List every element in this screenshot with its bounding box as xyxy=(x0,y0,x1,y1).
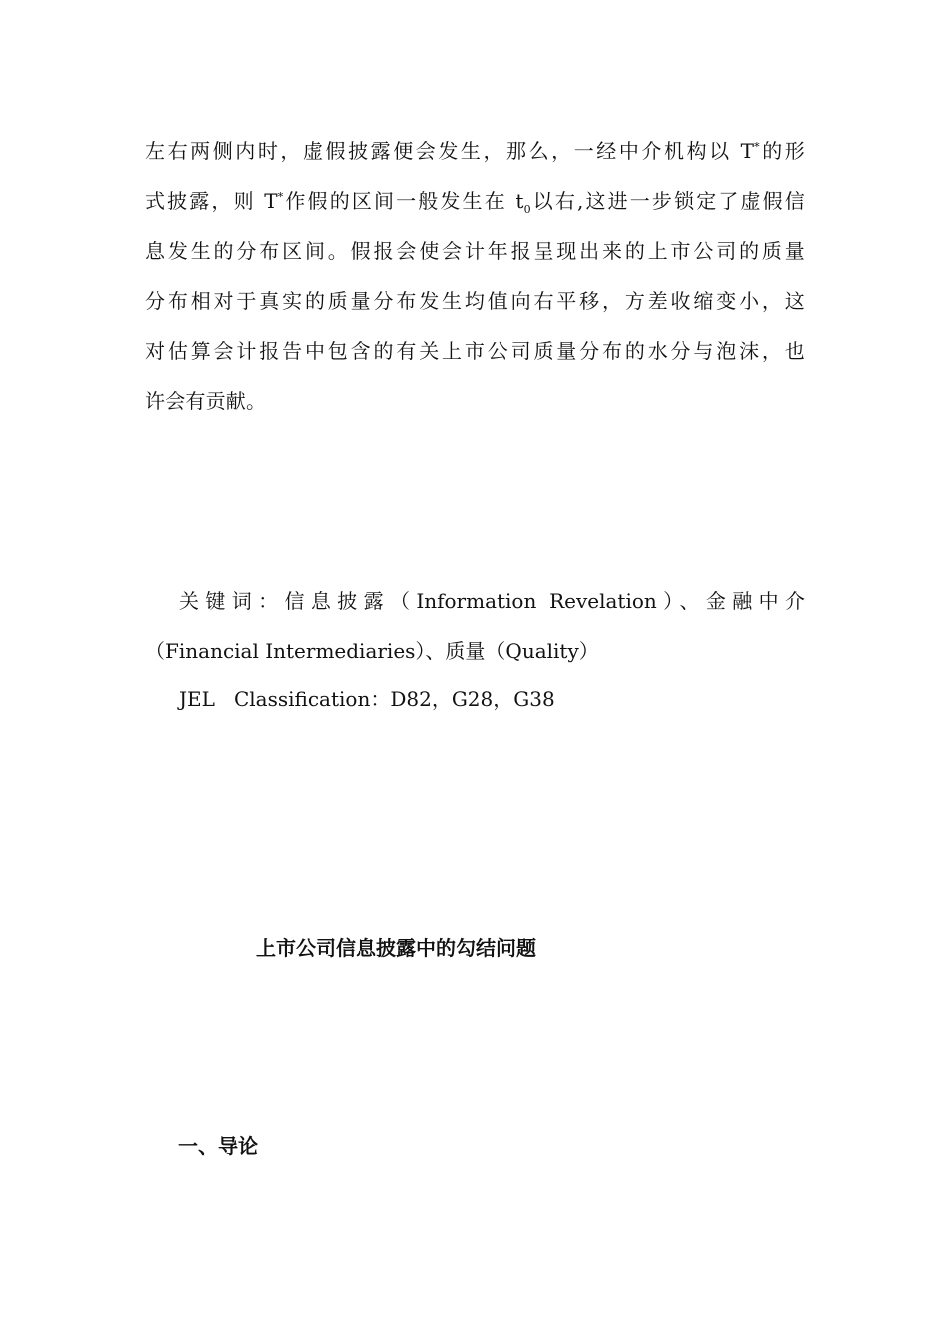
abstract-line-2-mid: 作假的区间一般发生在 t xyxy=(283,189,524,213)
abstract-line-2-tail: 以右,这进一步锁定了虚假信 xyxy=(530,189,805,213)
keywords-line-1: 关键词：信息披露（Information Revelation）、金融中介 xyxy=(179,589,805,613)
section-title: 上市公司信息披露中的勾结问题 xyxy=(256,936,536,960)
abstract-line-2 xyxy=(145,176,805,226)
superscript-star: * xyxy=(754,140,760,154)
abstract-line-2-text: 式披露，则 T xyxy=(145,189,278,213)
abstract-line-4: 分布相对于真实的质量分布发生均值向右平移，方差收缩变小，这 xyxy=(145,289,805,313)
abstract-line-1 xyxy=(145,126,805,176)
abstract-line-6: 许会有贡献。 xyxy=(145,389,267,413)
abstract-line-3: 息发生的分布区间。假报会使会计年报呈现出来的上市公司的质量 xyxy=(145,239,805,263)
abstract-line-1-text: 左右两侧内时，虚假披露便会发生，那么，一经中介机构以 T xyxy=(145,139,755,163)
jel-classification: JEL Classification：D82，G28，G38 xyxy=(179,687,555,711)
superscript-star: * xyxy=(277,190,284,204)
keywords-line-2: （Financial Intermediaries）、质量（Quality） xyxy=(145,639,599,663)
keywords-block xyxy=(145,576,805,676)
abstract-line-5: 对估算会计报告中包含的有关上市公司质量分布的水分与泡沫，也 xyxy=(145,339,805,363)
abstract-line-1-tail: 的形 xyxy=(759,139,806,163)
abstract-paragraph xyxy=(145,126,805,426)
subscript-zero: 0 xyxy=(523,203,531,216)
chapter-heading: 一、导论 xyxy=(178,1134,258,1158)
